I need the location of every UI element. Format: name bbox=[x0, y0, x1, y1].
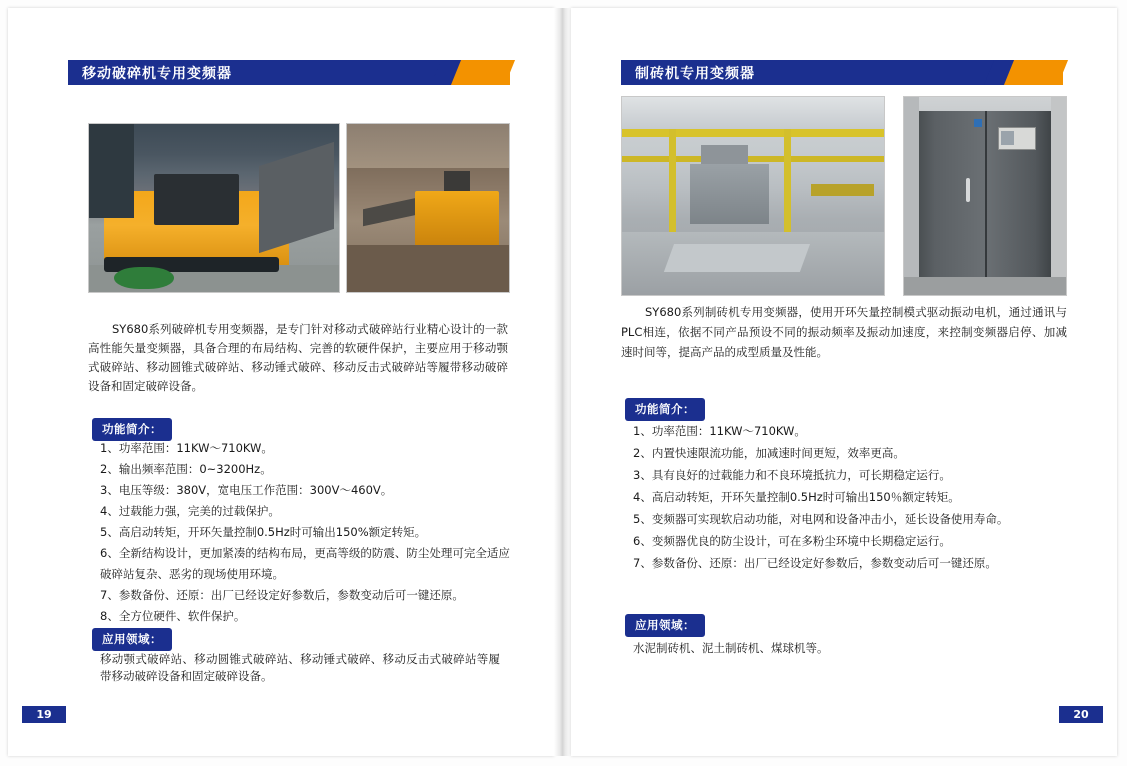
list-item: 6、全新结构设计，更加紧凑的结构布局，更高等级的防震、防尘处理可完全适应破碎站复杂、恶劣的现场使用环境。 bbox=[100, 546, 510, 581]
left-features-list bbox=[90, 438, 510, 627]
right-page-number: 20 bbox=[1059, 706, 1103, 723]
right-page bbox=[571, 8, 1117, 756]
list-item: 1、功率范围：11KW～710KW。 bbox=[100, 441, 273, 455]
list-item: 5、高启动转矩，开环矢量控制0.5Hz时可输出150%额定转矩。 bbox=[100, 525, 427, 539]
left-applications-text: 移动颚式破碎站、移动圆锥式破碎站、移动锤式破碎、移动反击式破碎站等履带移动破碎设备和固定破碎设备。 bbox=[100, 652, 500, 683]
list-item: 7、参数备份、还原：出厂已经设定好参数后，参数变动后可一键还原。 bbox=[100, 588, 464, 602]
list-item: 4、高启动转矩，开环矢量控制0.5Hz时可输出150％额定转矩。 bbox=[633, 490, 960, 504]
list-item: 1、功率范围：11KW～710KW。 bbox=[633, 424, 806, 438]
list-item: 3、电压等级：380V，宽电压工作范围：300V～460V。 bbox=[100, 483, 393, 497]
right-intro-paragraph bbox=[621, 302, 1067, 362]
control-cabinet-photo bbox=[903, 96, 1067, 296]
page-gutter bbox=[554, 8, 571, 756]
left-page bbox=[8, 8, 554, 756]
header-orange-block bbox=[480, 60, 510, 85]
header-orange-block bbox=[1033, 60, 1063, 85]
list-item: 8、全方位硬件、软件保护。 bbox=[100, 609, 246, 623]
right-applications-tag: 应用领域： bbox=[625, 614, 705, 637]
right-features-list bbox=[623, 420, 1067, 574]
left-page-title: 移动破碎机专用变频器 bbox=[82, 66, 232, 82]
right-page-header bbox=[621, 60, 1063, 85]
list-item: 7、参数备份、还原：出厂已经设定好参数后，参数变动后可一键还原。 bbox=[633, 556, 997, 570]
right-intro-text: SY680系列制砖机专用变频器，使用开环矢量控制模式驱动振动电机，通过通讯与PLC相连，依据不同产品预设不同的振动频率及振动加速度，来控制变频器启停、加减速时间等，提高产品的成型质量及性能。 bbox=[621, 305, 1067, 359]
left-page-header bbox=[68, 60, 510, 85]
list-item: 2、内置快速限流功能，加减速时间更短，效率更高。 bbox=[633, 446, 905, 460]
list-item: 4、过载能力强，完美的过载保护。 bbox=[100, 504, 280, 518]
brick-machine-plant-photo bbox=[621, 96, 885, 296]
right-features-tag: 功能简介： bbox=[625, 398, 705, 421]
left-intro-paragraph bbox=[88, 320, 508, 396]
list-item: 6、变频器优良的防尘设计，可在多粉尘环境中长期稳定运行。 bbox=[633, 534, 951, 548]
left-applications-tag: 应用领域： bbox=[92, 628, 172, 651]
left-features-tag: 功能简介： bbox=[92, 418, 172, 441]
mobile-crusher-indoor-photo bbox=[88, 123, 340, 293]
list-item: 3、具有良好的过载能力和不良环境抵抗力，可长期稳定运行。 bbox=[633, 468, 951, 482]
right-page-title: 制砖机专用变频器 bbox=[635, 66, 755, 82]
list-item: 5、变频器可实现软启动功能，对电网和设备冲击小，延长设备使用寿命。 bbox=[633, 512, 1009, 526]
right-applications-text: 水泥制砖机、泥土制砖机、煤球机等。 bbox=[633, 641, 829, 655]
list-item: 2、输出频率范围：0~3200Hz。 bbox=[100, 462, 272, 476]
left-page-number: 19 bbox=[22, 706, 66, 723]
left-intro-text: SY680系列破碎机专用变频器，是专门针对移动式破碎站行业精心设计的一款高性能矢量变频器，具备合理的布局结构、完善的软硬件保护，主要应用于移动颚式破碎站、移动圆锥式破碎站、移动锤式破碎、移动反击式破碎站等履带移动破碎设备和固定破碎设备。 bbox=[88, 322, 508, 393]
mobile-crusher-outdoor-photo bbox=[346, 123, 510, 293]
